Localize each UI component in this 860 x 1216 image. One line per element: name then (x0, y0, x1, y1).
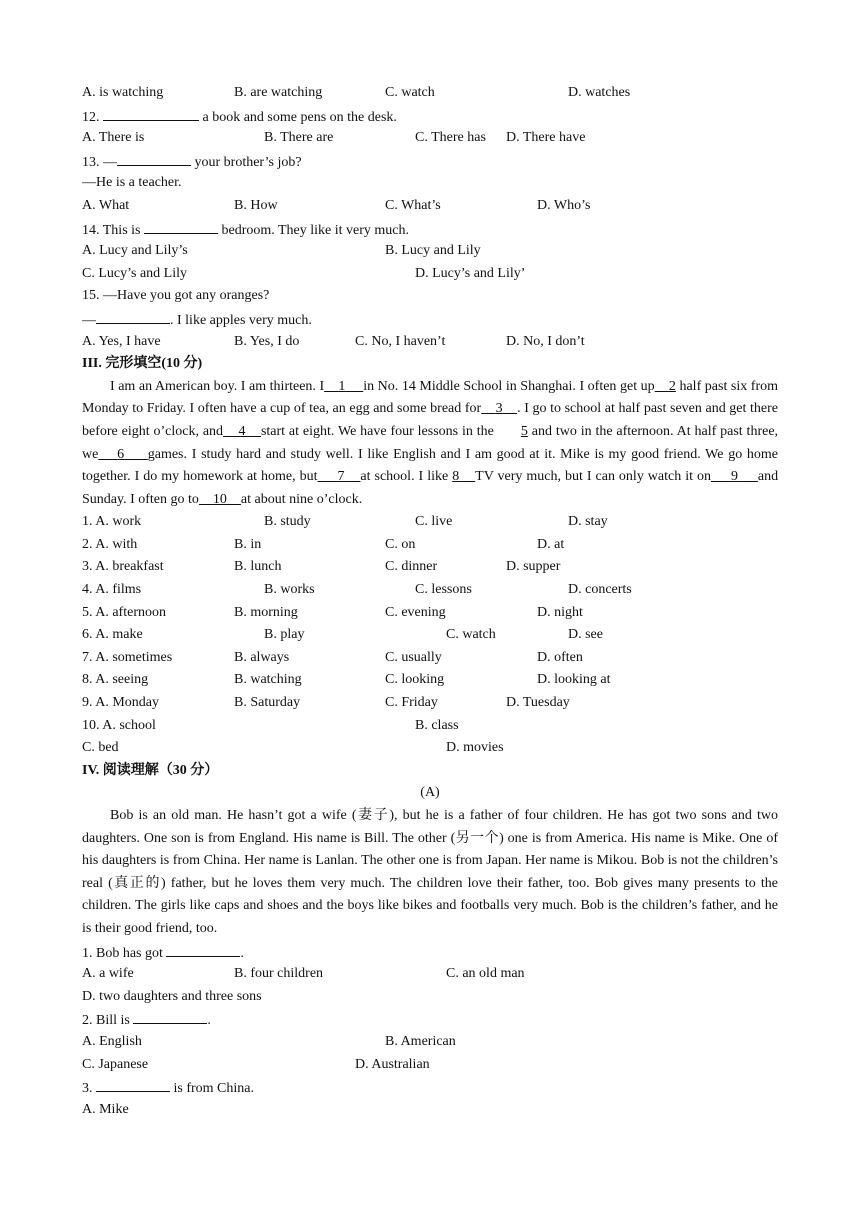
reply-text: . I like apples very much. (170, 312, 312, 328)
reply-dash: — (82, 312, 96, 328)
cloze-options-7 (82, 647, 778, 670)
q15-options (82, 331, 778, 354)
q15-reply (82, 308, 778, 331)
option: C. watch (385, 85, 435, 100)
option: 6. A. make (82, 627, 143, 643)
option: C. usually (385, 649, 442, 665)
option: B. Saturday (234, 695, 301, 711)
option: 4. A. films (82, 582, 142, 598)
option: B. morning (234, 604, 298, 620)
section-4-title: IV. 阅读理解（30 分） (82, 762, 219, 778)
option: D. watches (568, 85, 631, 100)
option: C. Lucy’s and Lily (82, 265, 187, 281)
q13-options (82, 195, 778, 218)
blank-9: 9 (730, 469, 738, 485)
option: B. four children (234, 966, 324, 982)
option: C. dinner (385, 559, 438, 575)
reading-question-3 (82, 1076, 778, 1099)
option: B. lunch (234, 559, 282, 575)
question-number: 13. — (82, 154, 117, 170)
question-stem: bedroom. They like it very much. (217, 222, 410, 238)
cloze-options-10-row2 (82, 737, 778, 760)
blank-3: 3 (495, 401, 503, 417)
q13-answer: —He is a teacher. (82, 175, 182, 191)
cloze-options-10-row1 (82, 715, 778, 738)
answer-blank (117, 150, 191, 166)
blank-7: 7 (337, 469, 345, 485)
option: D. looking at (537, 672, 611, 688)
question-stem: 1. Bob has got (82, 945, 163, 961)
option: 9. A. Monday (82, 695, 159, 711)
option: D. stay (568, 514, 608, 530)
passage-text: half past six from Monday to Friday. I often have a cup of tea, an egg and some bread for (82, 378, 779, 417)
option: B. class (415, 717, 459, 733)
blank-10: 10 (212, 491, 227, 507)
question-14 (82, 218, 778, 241)
cloze-options-6 (82, 624, 778, 647)
option: 1. A. work (82, 514, 142, 530)
option: B. are watching (234, 85, 323, 100)
option: D. at (537, 536, 565, 552)
option: C. Friday (385, 695, 438, 711)
option: C. lessons (415, 582, 472, 598)
reading-q2-options-row2 (82, 1054, 778, 1077)
passage-text: in No. 14 Middle School in Shanghai. I often get up (363, 378, 655, 394)
passage-text: games. I study hard and study well. I like English and I am good at it. Mike is my good friend. We go home together. I do my homework at home, but (82, 446, 779, 485)
option: B. There are (264, 130, 334, 146)
blank-1: 1 (338, 378, 346, 394)
passage-text: Bob is an old man. He hasn’t got a wife (妻子), but he is a father of four children. He has got two sons and two daughters. One son is from England. His name is Bill. The other (另一个) one is from America. His name is Mike. One of his daughters is from China. Her name is Lanlan. The other one is from Japan. Her name is Mikou. Bob is not the children’s real (真正的) father, but he loves them very much. The children love their father, too. Bob gives many presents to the children. The girls like caps and shoes and the boys like bikes and footballs very much. Bob is the children’s father, and he is their good friend, too. (82, 808, 778, 936)
q11-options (82, 82, 778, 105)
option: D. night (537, 604, 583, 620)
question-12 (82, 105, 778, 128)
option: 2. A. with (82, 536, 138, 552)
option: D. Australian (355, 1056, 430, 1072)
answer-blank (103, 105, 199, 121)
answer-blank (96, 308, 170, 324)
option: D. Lucy’s and Lily’ (415, 265, 526, 281)
option: C. No, I haven’t (355, 333, 446, 349)
reading-passage-a (82, 805, 778, 941)
answer-blank (144, 218, 218, 234)
answer-blank (133, 1008, 207, 1024)
cloze-options-2 (82, 534, 778, 557)
passage-text: I am an American boy. I am thirteen. I (110, 378, 325, 394)
option: D. There have (506, 130, 586, 146)
passage-text: . I go to school at half past seven and get there before eight o’clock, and (82, 401, 778, 439)
cloze-options-8 (82, 669, 778, 692)
option: D. No, I don’t (506, 333, 585, 349)
option: A. Lucy and Lily’s (82, 243, 188, 259)
option: C. There has (415, 130, 486, 146)
option: A. What (82, 197, 130, 213)
cloze-options-1 (82, 511, 778, 534)
option: D. Tuesday (506, 695, 570, 711)
cloze-options-5 (82, 602, 778, 625)
cloze-options-4 (82, 579, 778, 602)
blank-5: 5 (520, 423, 528, 439)
option: B. How (234, 197, 278, 213)
option: C. an old man (446, 966, 525, 982)
option: D. Who’s (537, 197, 591, 213)
option: B. play (264, 627, 305, 643)
question-stem: 2. Bill is (82, 1013, 130, 1029)
option: C. on (385, 536, 416, 552)
reading-q1-options (82, 963, 778, 986)
answer-blank (96, 1076, 170, 1092)
option: C. looking (385, 672, 445, 688)
option: C. watch (446, 627, 496, 643)
passage-text: start at eight. We have four lessons in the (260, 423, 494, 439)
option: 3. A. breakfast (82, 559, 164, 575)
option: B. American (385, 1033, 456, 1049)
passage-text: at about nine o’clock. (240, 491, 363, 507)
option: D. movies (446, 740, 504, 756)
option: C. bed (82, 740, 119, 756)
question-number: 12. (82, 109, 100, 125)
option: 7. A. sometimes (82, 649, 173, 665)
option: B. works (264, 582, 315, 598)
option: D. see (568, 627, 603, 643)
blank-2: 2 (668, 378, 676, 394)
passage-text: and Sunday. I often go to (82, 469, 779, 507)
section-3-title: III. 完形填空(10 分) (82, 356, 203, 372)
answer-blank (166, 941, 240, 957)
cloze-options-9 (82, 692, 778, 715)
cloze-options-3 (82, 556, 778, 579)
question-stem-end: . (207, 1013, 211, 1029)
option: B. always (234, 649, 290, 665)
option: A. Yes, I have (82, 333, 161, 349)
passage-text: and two in the afternoon. At half past three, we (82, 423, 779, 462)
option: B. watching (234, 672, 302, 688)
option: A. English (82, 1033, 142, 1049)
q12-options (82, 127, 778, 150)
option: C. live (415, 514, 453, 530)
option: B. Yes, I do (234, 333, 300, 349)
cloze-passage (82, 376, 778, 512)
reading-q1-options-row2 (82, 986, 778, 1009)
reading-q3-options (82, 1099, 778, 1122)
question-15: 15. —Have you got any oranges? (82, 288, 270, 304)
option: A. Mike (82, 1101, 129, 1117)
blank-8: 8 (452, 469, 460, 485)
option: B. study (264, 514, 311, 530)
option: 8. A. seeing (82, 672, 149, 688)
option: B. in (234, 536, 262, 552)
passage-text: TV very much, but I can only watch it on (475, 469, 711, 485)
option: C. What’s (385, 197, 441, 213)
q14-options-row1 (82, 240, 778, 263)
option: 5. A. afternoon (82, 604, 166, 620)
exam-page (82, 82, 778, 1121)
blank-4: 4 (238, 423, 246, 439)
option: C. Japanese (82, 1056, 149, 1072)
option: A. a wife (82, 966, 134, 982)
question-stem-end: . (240, 945, 244, 961)
option: C. evening (385, 604, 446, 620)
question-stem: a book and some pens on the desk. (199, 109, 397, 125)
q14-options-row2 (82, 263, 778, 286)
blank-6: 6 (117, 446, 125, 462)
question-stem: your brother’s job? (191, 154, 302, 170)
option: D. concerts (568, 582, 632, 598)
question-stem: is from China. (170, 1081, 254, 1097)
question-number: 14. This is (82, 222, 141, 238)
option: D. often (537, 649, 583, 665)
question-13 (82, 150, 778, 173)
passage-label: (A) (420, 785, 440, 801)
option: A. There is (82, 130, 145, 146)
question-number: 3. (82, 1081, 93, 1097)
option: D. supper (506, 559, 561, 575)
reading-question-1 (82, 941, 778, 964)
option: A. is watching (82, 85, 164, 100)
option: D. two daughters and three sons (82, 988, 262, 1004)
option: B. Lucy and Lily (385, 243, 481, 259)
option: 10. A. school (82, 717, 156, 733)
reading-q2-options-row1 (82, 1031, 778, 1054)
reading-question-2 (82, 1008, 778, 1031)
passage-text: at school. I like (360, 469, 449, 485)
